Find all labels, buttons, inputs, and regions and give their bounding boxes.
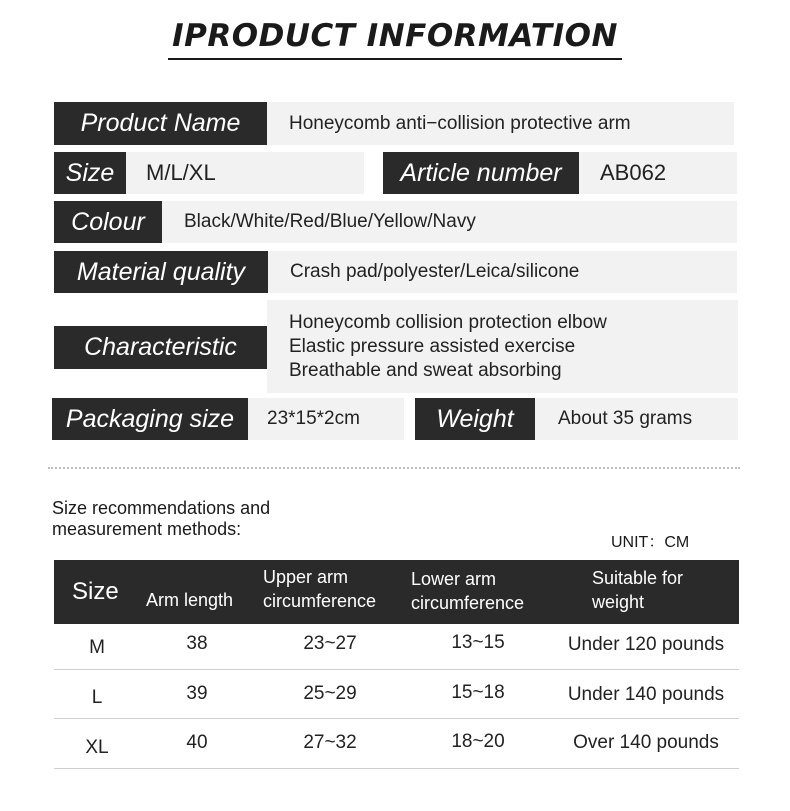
- header-lower-arm-line: circumference: [411, 593, 525, 613]
- table-row-divider: [54, 718, 739, 719]
- size-section-title-line: measurement methods:: [52, 519, 242, 539]
- table-cell-lower: 15~18: [451, 682, 505, 703]
- table-row-divider: [54, 768, 739, 769]
- unit-label: UNIT：CM: [611, 534, 690, 551]
- size-table-header: [54, 560, 739, 624]
- table-cell-size: XL: [85, 737, 109, 758]
- table-cell-upper: 25~29: [303, 683, 357, 704]
- weight-label: Weight: [415, 398, 535, 440]
- article-number-value: AB062: [579, 152, 737, 194]
- page-title: [0, 18, 790, 60]
- header-weight: [592, 566, 683, 614]
- header-weight-line: weight: [592, 592, 645, 612]
- header-weight-line: Suitable for: [592, 568, 684, 588]
- article-number-label: Article number: [383, 152, 579, 194]
- table-cell-lower: 13~15: [451, 632, 505, 653]
- product-name-value: Honeycomb anti−collision protective arm: [267, 102, 734, 145]
- header-upper-arm-line: circumference: [263, 591, 377, 611]
- table-cell-size: L: [91, 687, 103, 708]
- header-size: Size: [72, 578, 119, 605]
- characteristic-label: Characteristic: [54, 326, 267, 369]
- header-lower-arm: [411, 567, 524, 615]
- size-value: M/L/XL: [126, 152, 364, 194]
- characteristic-line: Breathable and sweat absorbing: [289, 359, 562, 381]
- table-cell-upper: 27~32: [303, 732, 357, 753]
- table-cell-lower: 18~20: [451, 731, 505, 752]
- size-section-title-line: Size recommendations and: [52, 498, 271, 518]
- table-cell-arm-length: 38: [186, 633, 208, 654]
- size-section-title: [52, 498, 270, 540]
- packaging-size-label: Packaging size: [52, 398, 248, 440]
- characteristic-value: [267, 300, 738, 393]
- page-title-text: IPRODUCT INFORMATION: [168, 18, 622, 60]
- section-divider: [48, 467, 740, 469]
- header-lower-arm-line: Lower arm: [411, 569, 497, 589]
- table-cell-weight: Under 140 pounds: [567, 684, 725, 705]
- colour-value: Black/White/Red/Blue/Yellow/Navy: [162, 201, 737, 243]
- weight-value: About 35 grams: [535, 398, 738, 440]
- header-upper-arm: [263, 565, 376, 613]
- table-row-divider: [54, 669, 739, 670]
- material-quality-label: Material quality: [54, 251, 268, 293]
- table-cell-arm-length: 40: [186, 732, 208, 753]
- characteristic-line: Honeycomb collision protection elbow: [289, 311, 607, 333]
- header-arm-length: Arm length: [146, 590, 234, 610]
- characteristic-line: Elastic pressure assisted exercise: [289, 335, 576, 357]
- material-quality-value: Crash pad/polyester/Leica/silicone: [268, 251, 737, 293]
- table-cell-upper: 23~27: [303, 633, 357, 654]
- table-cell-weight: Under 120 pounds: [567, 634, 725, 655]
- colour-label: Colour: [54, 201, 162, 243]
- table-cell-size: M: [89, 637, 105, 658]
- packaging-size-value: 23*15*2cm: [248, 398, 404, 440]
- size-label: Size: [54, 152, 126, 194]
- product-name-label: Product Name: [54, 102, 267, 145]
- table-cell-arm-length: 39: [186, 683, 208, 704]
- header-upper-arm-line: Upper arm: [263, 567, 349, 587]
- table-cell-weight: Over 140 pounds: [573, 732, 719, 753]
